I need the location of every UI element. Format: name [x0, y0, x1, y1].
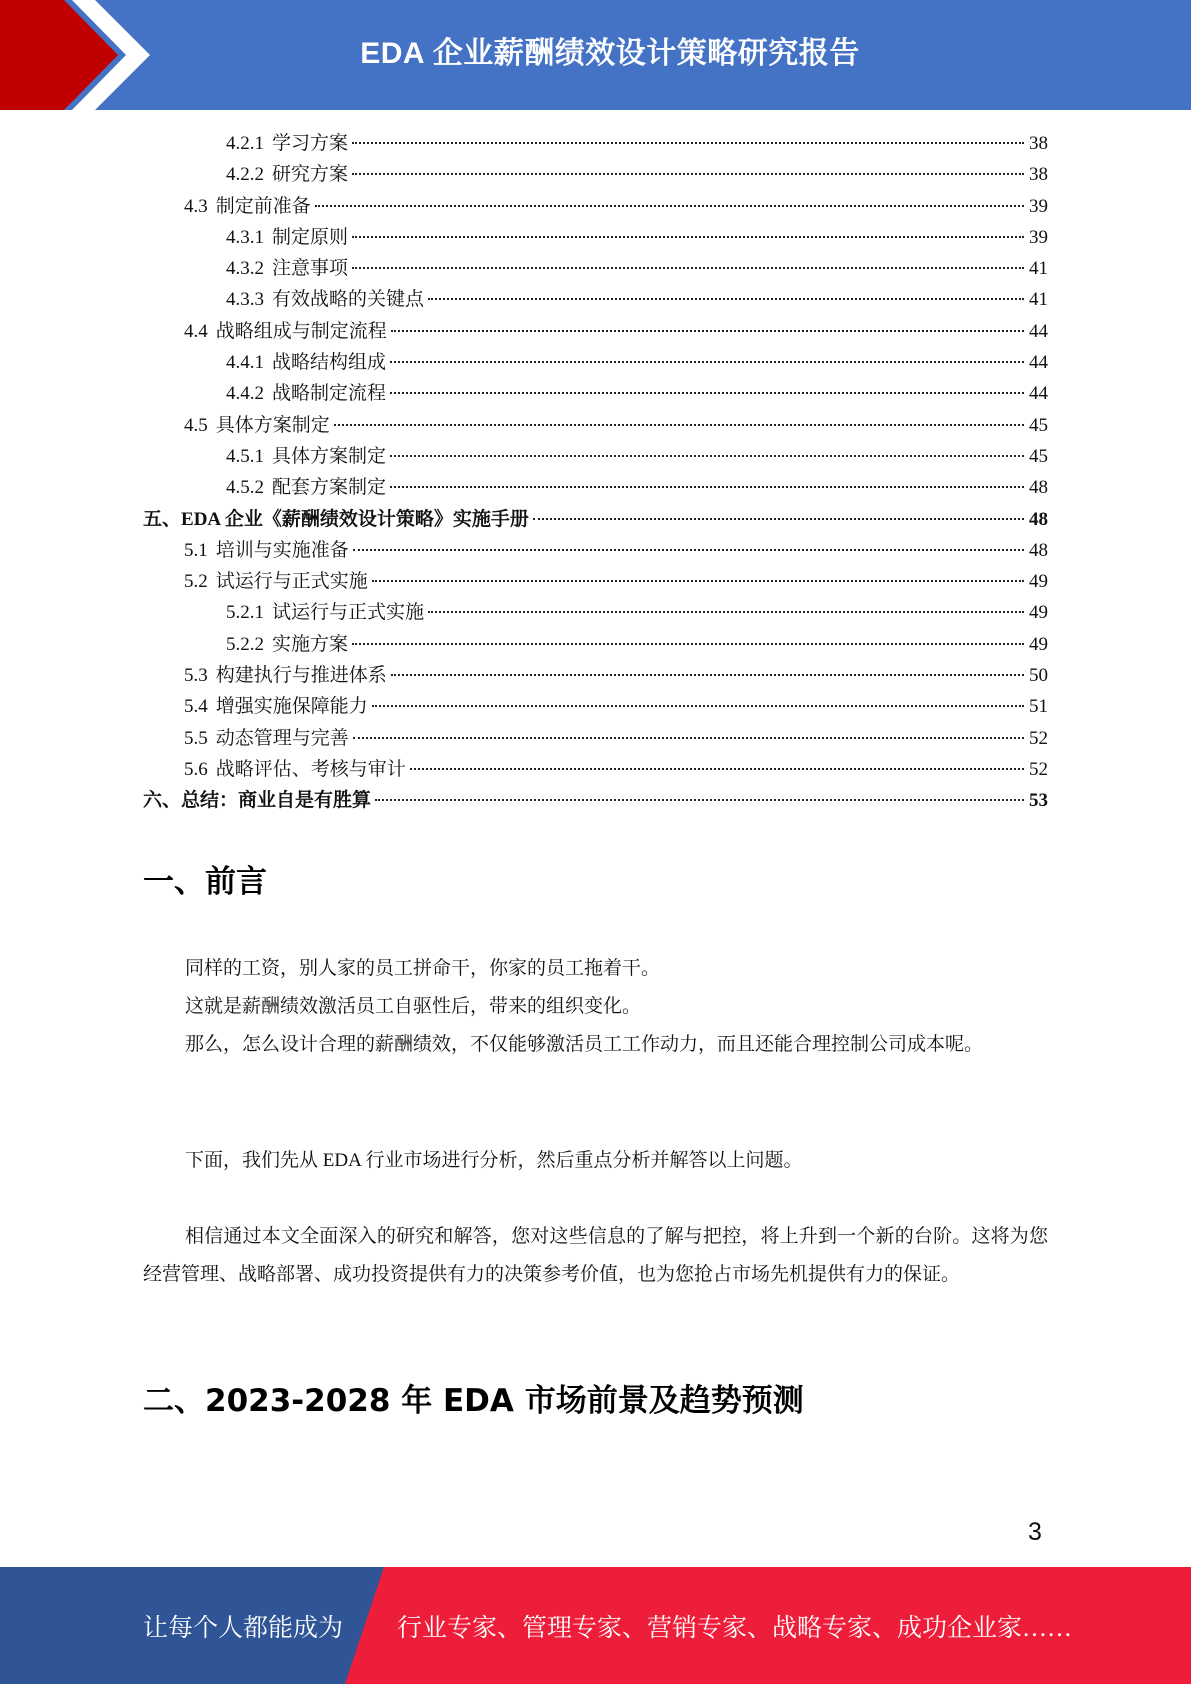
- toc-dot-leader: [428, 611, 1024, 613]
- toc-entry-title: 构建执行与推进体系: [215, 665, 387, 687]
- toc-entry-number: 5.4: [184, 696, 208, 718]
- toc-entry-page: 49: [1029, 633, 1048, 655]
- toc-entry-number: 六、: [143, 790, 182, 812]
- toc-entry[interactable]: [143, 597, 1048, 628]
- toc-entry[interactable]: [143, 754, 1048, 785]
- toc-entry[interactable]: [143, 504, 1048, 535]
- toc-entry[interactable]: [143, 566, 1048, 597]
- market-forecast-heading: 二、2023-2028 年 EDA 市场前景及趋势预测: [143, 1383, 804, 1419]
- toc-dot-leader: [410, 768, 1024, 770]
- toc-dot-leader: [391, 330, 1024, 332]
- toc-entry-number: 4.5.1: [226, 445, 264, 467]
- toc-entry[interactable]: [143, 191, 1048, 222]
- toc-entry-number: 4.3.1: [226, 226, 264, 248]
- toc-entry-title: 战略制定流程: [272, 383, 387, 405]
- toc-entry-page: 41: [1029, 258, 1048, 280]
- toc-entry[interactable]: [143, 253, 1048, 284]
- toc-dot-leader: [391, 674, 1024, 676]
- toc-entry-number: 4.4: [184, 320, 208, 342]
- toc-entry-title: 试运行与正式实施: [215, 571, 368, 593]
- toc-dot-leader: [352, 643, 1024, 645]
- toc-entry-title: 战略组成与制定流程: [215, 320, 387, 342]
- toc-entry[interactable]: [143, 785, 1048, 816]
- toc-entry-page: 52: [1029, 758, 1048, 780]
- toc-entry-title: 战略评估、考核与审计: [215, 758, 406, 780]
- toc-entry-title: 实施方案: [272, 633, 349, 655]
- toc-entry-number: 5.5: [184, 727, 208, 749]
- toc-entry[interactable]: [143, 691, 1048, 722]
- toc-entry-title: 具体方案制定: [215, 414, 330, 436]
- toc-entry-number: 5.3: [184, 665, 208, 687]
- toc-dot-leader: [390, 486, 1024, 488]
- footer-slogan-right: 行业专家、管理专家、营销专家、战略专家、成功企业家……: [397, 1614, 1073, 1642]
- toc-entry-number: 4.5: [184, 414, 208, 436]
- toc-entry-title: 注意事项: [272, 258, 349, 280]
- toc-entry-number: 4.3.2: [226, 258, 264, 280]
- toc-entry-title: 配套方案制定: [272, 477, 387, 499]
- toc-entry-page: 39: [1029, 195, 1048, 217]
- toc-dot-leader: [372, 580, 1024, 582]
- toc-entry-page: 48: [1029, 477, 1048, 499]
- toc-entry-title: 制定原则: [272, 226, 349, 248]
- toc-entry[interactable]: [143, 441, 1048, 472]
- toc-entry[interactable]: [143, 316, 1048, 347]
- toc-entry-number: 五、: [143, 508, 182, 530]
- toc-entry[interactable]: [143, 629, 1048, 660]
- toc-entry[interactable]: [143, 410, 1048, 441]
- toc-entry-number: 5.2.2: [226, 633, 264, 655]
- toc-entry-number: 5.1: [184, 539, 208, 561]
- toc-entry[interactable]: [143, 284, 1048, 315]
- table-of-contents: [143, 128, 1048, 817]
- toc-entry-title: 培训与实施准备: [215, 539, 349, 561]
- toc-entry[interactable]: [143, 347, 1048, 378]
- toc-entry-title: 有效战略的关键点: [272, 289, 425, 311]
- toc-entry-number: 4.2.1: [226, 133, 264, 154]
- report-title: EDA 企业薪酬绩效设计策略研究报告: [360, 37, 860, 70]
- toc-entry[interactable]: [143, 472, 1048, 503]
- header-red-chevron-icon: [0, 0, 160, 110]
- toc-dot-leader: [352, 236, 1024, 238]
- toc-entry-page: 44: [1029, 320, 1048, 342]
- page-number: 3: [1028, 1518, 1042, 1546]
- toc-entry-title: 战略结构组成: [272, 352, 387, 374]
- toc-entry-title: 学习方案: [272, 133, 349, 154]
- toc-entry-title: EDA 企业《薪酬绩效设计策略》实施手册: [181, 508, 529, 530]
- toc-dot-leader: [352, 267, 1024, 269]
- toc-entry-number: 4.3: [184, 195, 208, 217]
- toc-entry-page: 51: [1029, 696, 1048, 718]
- preface-paragraph-2: 这就是薪酬绩效激活员工自驱性后，带来的组织变化。: [185, 996, 642, 1017]
- preface-paragraph-5: 相信通过本文全面深入的研究和解答，您对这些信息的了解与把控，将上升到一个新的台阶。这将为您经营管理、战略部署、成功投资提供有力的决策参考价值，也为您抢占市场先机提供有力的保证。: [143, 1226, 1048, 1285]
- toc-entry-page: 52: [1029, 727, 1048, 749]
- toc-entry-page: 48: [1029, 539, 1048, 561]
- toc-entry-title: 试运行与正式实施: [272, 602, 425, 624]
- toc-entry-number: 4.3.3: [226, 289, 264, 311]
- toc-dot-leader: [352, 173, 1024, 175]
- toc-entry-page: 38: [1029, 133, 1048, 154]
- toc-entry[interactable]: [143, 660, 1048, 691]
- footer-slogan-left: 让每个人都能成为: [143, 1614, 344, 1642]
- toc-dot-leader: [353, 737, 1024, 739]
- toc-entry-page: 53: [1029, 790, 1048, 812]
- toc-entry[interactable]: [143, 535, 1048, 566]
- toc-entry-page: 48: [1029, 508, 1048, 530]
- toc-dot-leader: [390, 455, 1024, 457]
- toc-entry-page: 41: [1029, 289, 1048, 311]
- toc-dot-leader: [375, 799, 1024, 801]
- toc-dot-leader: [533, 518, 1024, 520]
- toc-dot-leader: [353, 549, 1024, 551]
- toc-entry-number: 4.4.1: [226, 352, 264, 374]
- toc-dot-leader: [390, 361, 1024, 363]
- page-footer: [0, 1567, 1191, 1684]
- toc-entry-page: 49: [1029, 602, 1048, 624]
- toc-entry-title: 动态管理与完善: [215, 727, 349, 749]
- toc-entry-page: 50: [1029, 665, 1048, 687]
- toc-dot-leader: [352, 142, 1024, 144]
- toc-entry-number: 4.4.2: [226, 383, 264, 405]
- preface-paragraph-3: 那么，怎么设计合理的薪酬绩效，不仅能够激活员工工作动力，而且还能合理控制公司成本呢。: [185, 1034, 984, 1055]
- toc-dot-leader: [334, 424, 1024, 426]
- preface-heading: 一、前言: [143, 864, 267, 900]
- toc-entry-number: 4.2.2: [226, 164, 264, 186]
- toc-dot-leader: [428, 298, 1024, 300]
- toc-entry-title: 具体方案制定: [272, 445, 387, 467]
- toc-entry[interactable]: [143, 128, 1048, 159]
- toc-entry[interactable]: [143, 378, 1048, 409]
- toc-entry-title: 研究方案: [272, 164, 349, 186]
- preface-paragraph-1: 同样的工资，别人家的员工拼命干，你家的员工拖着干。: [185, 958, 661, 979]
- toc-dot-leader: [372, 705, 1024, 707]
- toc-entry-title: 增强实施保障能力: [215, 696, 368, 718]
- page-header: [0, 0, 1191, 110]
- toc-entry-page: 44: [1029, 383, 1048, 405]
- toc-entry-title: 制定前准备: [215, 195, 311, 217]
- toc-dot-leader: [315, 205, 1024, 207]
- toc-dot-leader: [390, 392, 1024, 394]
- toc-entry-page: 45: [1029, 414, 1048, 436]
- toc-entry-number: 5.2: [184, 571, 208, 593]
- toc-entry-page: 49: [1029, 571, 1048, 593]
- toc-entry-number: 4.5.2: [226, 477, 264, 499]
- toc-entry-page: 38: [1029, 164, 1048, 186]
- toc-entry-title: 总结：商业自是有胜算: [181, 790, 372, 812]
- toc-entry-page: 44: [1029, 352, 1048, 374]
- toc-entry-number: 5.6: [184, 758, 208, 780]
- toc-entry-page: 45: [1029, 445, 1048, 467]
- toc-entry-number: 5.2.1: [226, 602, 264, 624]
- toc-entry[interactable]: [143, 159, 1048, 190]
- toc-entry-page: 39: [1029, 226, 1048, 248]
- preface-paragraph-4: 下面，我们先从 EDA 行业市场进行分析，然后重点分析并解答以上问题。: [185, 1150, 803, 1171]
- toc-entry[interactable]: [143, 222, 1048, 253]
- toc-entry[interactable]: [143, 723, 1048, 754]
